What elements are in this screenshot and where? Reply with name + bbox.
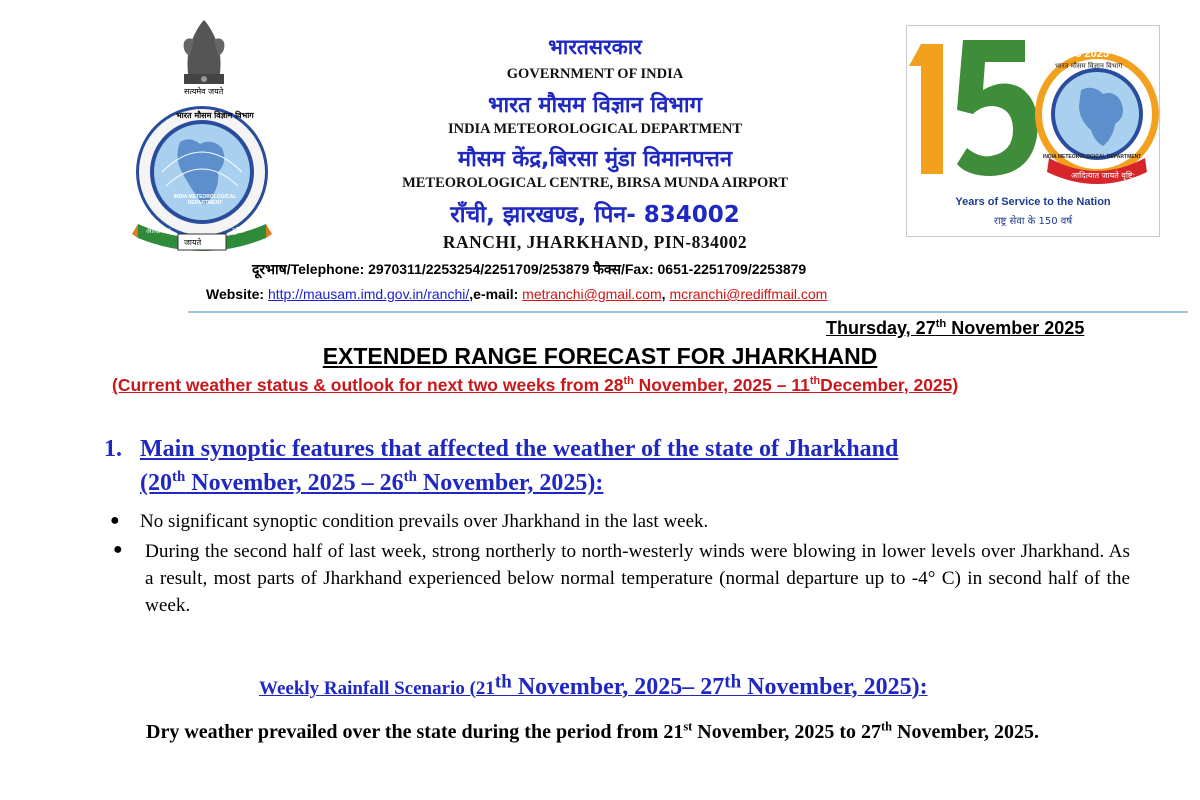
email-separator: , <box>661 286 666 302</box>
page-subtitle <box>112 375 958 396</box>
section-date-range <box>140 470 603 497</box>
emblem-ribbon-right: वृष्टि: <box>232 227 245 235</box>
page-title: EXTENDED RANGE FORECAST FOR JHARKHAND <box>322 343 878 369</box>
emblem-ribbon-center: जायते <box>184 238 202 247</box>
rainfall-text-sup-2: th <box>880 719 893 734</box>
issue-date <box>826 318 1084 339</box>
rainfall-text-2: November, 2025 to 27 <box>692 721 881 743</box>
subtitle-sup-2: th <box>809 375 821 388</box>
emblem-ring-english: INDIA METEOROLOGICAL DEPARTMENT <box>173 194 237 206</box>
rainfall-sup-1: th <box>494 671 512 693</box>
rainfall-text-1: Dry weather prevailed over the state during the period from 21 <box>146 721 684 743</box>
subtitle-part-1: (Current weather status & outlook for next two weeks from 28 <box>112 375 624 395</box>
government-of-india: GOVERNMENT OF INDIA <box>506 66 684 82</box>
section-date-part-3: November, 2025): <box>416 470 604 496</box>
rainfall-sup-2: th <box>724 671 742 693</box>
email-link-2[interactable]: mcranchi@rediffmail.com <box>669 286 828 302</box>
email-label: ,e-mail: <box>469 286 519 302</box>
section-heading: Main synoptic features that affected the weather of the state of Jharkhand <box>140 436 899 462</box>
website-label: Website: <box>206 286 265 302</box>
hindi-department: भारत मौसम विज्ञान विभाग <box>488 93 702 118</box>
telephone-fax-line: दूरभाष/Telephone: 2970311/2253254/2251709/253879 फैक्स/Fax: 0651-2251709/2253879 <box>252 261 807 277</box>
section-number: 1. <box>104 436 122 462</box>
logo-tagline: Years of Service to the Nation <box>955 196 1111 208</box>
logo-years-range: 1875 2025 <box>1057 48 1109 60</box>
rainfall-label: Weekly Rainfall Scenario (21 <box>259 678 495 699</box>
imd-emblem <box>132 12 272 257</box>
logo-ribbon-text: आदित्यात जायते वृष्टि: <box>1071 171 1136 180</box>
section-date-part-2: November, 2025 – 26 <box>185 470 404 496</box>
rainfall-part-3: November, 2025): <box>741 674 928 700</box>
website-link[interactable]: http://mausam.imd.gov.in/ranchi/ <box>267 286 470 302</box>
section-date-sup-2: th <box>403 469 417 485</box>
date-suffix: November 2025 <box>946 318 1085 338</box>
bullet-dot-2: ● <box>113 541 123 558</box>
email-link-1[interactable]: metranchi@gmail.com <box>522 286 662 302</box>
rainfall-text-3: November, 2025. <box>892 721 1040 743</box>
rainfall-part-2: November, 2025– 27 <box>511 674 725 700</box>
logo-tagline-hindi: राष्ट्र सेवा के 150 वर्ष <box>993 216 1073 227</box>
section-date-sup-1: th <box>172 469 186 485</box>
imd-emblem-icon <box>132 12 272 257</box>
header-divider <box>188 311 1188 313</box>
hindi-address: राँची, झारखण्ड, पिन- 834002 <box>450 202 740 228</box>
rainfall-text-sup-1: st <box>683 719 693 734</box>
hindi-government: भारतसरकार <box>548 35 642 59</box>
bullet-dot-1: ● <box>110 512 120 529</box>
department-name: INDIA METEOROLOGICAL DEPARTMENT <box>447 121 743 137</box>
subtitle-part-3: December, 2025) <box>820 375 959 395</box>
logo-ring-hindi: भारत मौसम विज्ञान विभाग <box>1055 62 1123 70</box>
contact-line <box>206 286 827 302</box>
section-date-part-1: (20 <box>140 470 172 496</box>
imd-150-years-logo <box>906 25 1160 237</box>
bullet-item-1: No significant synoptic condition prevails over Jharkhand in the last week. <box>140 511 709 532</box>
rainfall-summary <box>146 719 1106 746</box>
address: RANCHI, JHARKHAND, PIN-834002 <box>442 232 748 252</box>
logo-ring-english: INDIA METEOROLOGICAL DEPARTMENT <box>1043 154 1142 160</box>
subtitle-part-2: November, 2025 – 11 <box>633 375 810 395</box>
date-prefix: Thursday, 27 <box>826 318 936 338</box>
rainfall-heading <box>259 671 928 701</box>
emblem-motto: सत्यमेव जयते <box>184 87 224 96</box>
centre-name: METEOROLOGICAL CENTRE, BIRSA MUNDA AIRPORT <box>402 175 788 191</box>
hindi-centre: मौसम केंद्र,बिरसा मुंडा विमानपत्तन <box>457 147 733 172</box>
bullet-item-2: During the second half of last week, strong northerly to north-westerly winds were blowing in lower levels over Jharkhand. As a result, most parts of Jharkhand experienced below normal temperature (normal departure up to -4° C) in second half of the week. <box>145 541 1130 616</box>
date-sup: th <box>935 318 947 330</box>
emblem-ribbon-left: आदित्यात <box>146 227 171 235</box>
emblem-ring-text: भारत मौसम विज्ञान विभाग <box>176 111 254 120</box>
subtitle-sup-1: th <box>623 375 634 388</box>
